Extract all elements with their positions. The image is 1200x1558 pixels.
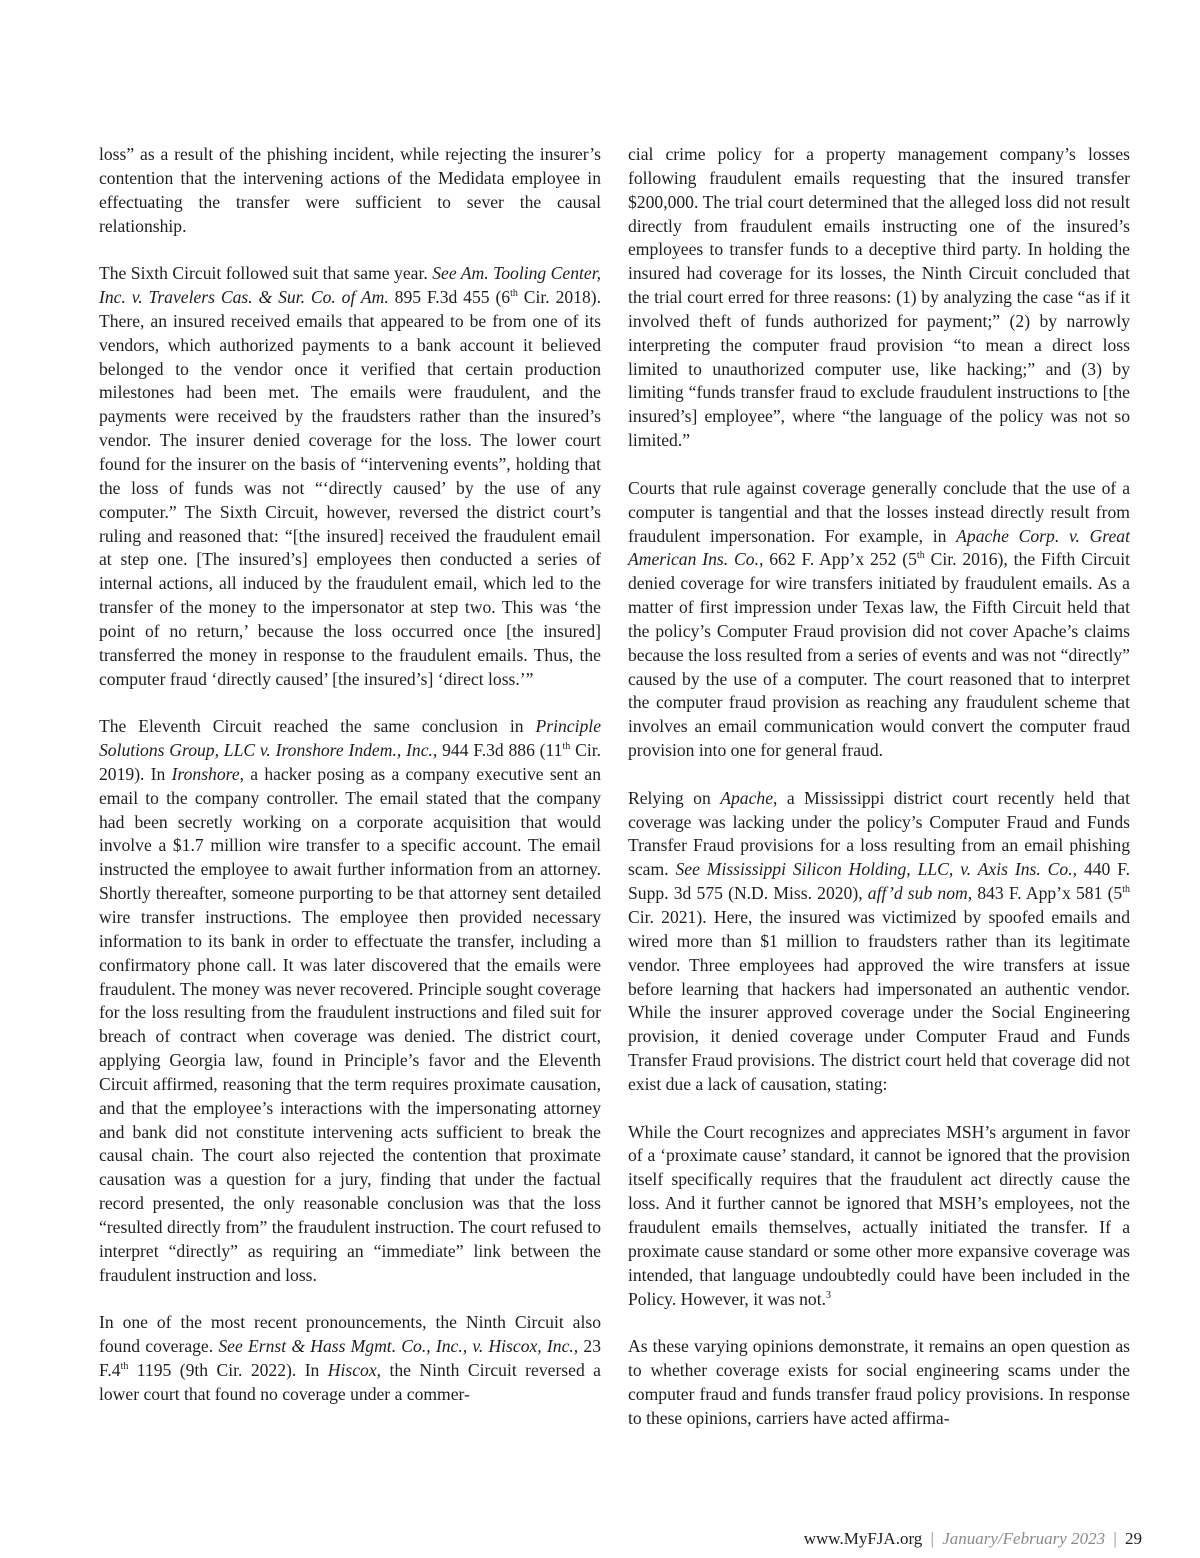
paragraph xyxy=(99,262,601,691)
paragraph-text: 944 F.3d 886 (11 xyxy=(442,740,563,761)
case-citation: See Mississippi Silicon Holding, LLC, v. Axis Ins. Co., xyxy=(675,859,1078,880)
paragraph-text: the Ninth Circuit reversed a lower court that found no coverage under a commer- xyxy=(99,1360,601,1404)
paragraph-text: The Eleventh Circuit reached the same conclusion in xyxy=(99,716,524,737)
page-footer xyxy=(804,1529,1142,1549)
block-quote xyxy=(628,1121,1130,1312)
paragraph xyxy=(628,1335,1130,1430)
ordinal-suffix: th xyxy=(510,288,518,300)
paragraph xyxy=(99,715,601,1287)
quote-text: While the Court recognizes and appreciates MSH’s argument in favor of a ‘proximate cause’ standard, it cannot be ignored that the provision itself specifically requires that the fraudulent act directly cause the loss. And it further cannot be ignored that MSH’s employees, not the fraudulent emails themselves, actually initiated the transfer. If a proximate cause standard or some other more expansive coverage was intended, that language undoubtedly could have been included in the Policy. However, it was not. xyxy=(628,1121,1130,1309)
paragraph xyxy=(99,1311,601,1406)
footer-separator: | xyxy=(1113,1529,1117,1548)
paragraph-text: 662 F. App’x 252 (5 xyxy=(769,549,917,570)
ordinal-suffix: th xyxy=(916,550,925,562)
ordinal-suffix: th xyxy=(562,741,571,753)
case-citation: See Ernst & Hass Mgmt. Co., Inc., v. Hiscox, Inc., xyxy=(218,1336,579,1357)
paragraph-text: Cir. 2018). There, an insured received emails that appeared to be from one of its vendors, which authorized payments to a bank account it believed belonged to the vendor once it verified that certain production milestones had been met. The emails were fraudulent, and the payments were received by the fraudsters rather than the insured’s vendor. The insurer denied coverage for the loss. The lower court found for the insurer on the basis of “intervening events”, holding that the loss of funds was not “‘directly caused’ by the use of any computer.” The Sixth Circuit, however, reversed the district court’s ruling and reasoned that: “[the insured] received the fraudulent email at step one. [The insured’s] employees then conducted a series of internal actions, all induced by the fraudulent email, which led to the transfer of the money to the impersonator at step two. This was ‘the point of no return,’ because the loss occurred once [the insured] transferred the money in response to the fraudulent emails. Thus, the computer fraud ‘directly caused’ [the insured’s] ‘direct loss.’” xyxy=(99,287,602,689)
paragraph-text: cial crime policy for a property management company’s losses following fraudulent emails requesting that the insured transfer $200,000. The trial court determined that the alleged loss did not result directly from fraudulent emails instructing one of the insured’s employees to transfer funds to a deceptive third party. In holding the insured had coverage for its losses, the Ninth Circuit concluded that the trial court erred for three reasons: (1) by analyzing the case “as if it involved theft of funds authorized for payment;” (2) by narrowly interpreting the computer fraud provision “to mean a direct loss limited to unauthorized computer use, like hacking;” and (3) by limiting “funds transfer fraud to exclude fraudulent instructions to [the insured’s] employee”, where “the language of the policy was not so limited.” xyxy=(628,144,1130,451)
footer-separator: | xyxy=(930,1529,934,1548)
footnote-marker: 3 xyxy=(826,1289,832,1301)
right-column xyxy=(628,143,1130,1431)
paragraph-text: 23 F.4 xyxy=(99,1336,601,1381)
paragraph-text: , a Mississippi district court recently held that coverage was lacking under the policy’s Computer Fraud and Funds Transfer Fraud provisions for a loss resulting from an email phishing scam. xyxy=(628,787,1131,880)
paragraph-text: Cir. 2019). In xyxy=(99,740,601,784)
case-name: Apache xyxy=(720,787,774,808)
paragraph-text: , a hacker posing as a company executive sent an email to the company controller. The email stated that the company had been secretly working on a corporate acquisition that would involve a $1.7 million wire transfer to a specific account. The email instructed the employee to await further information from an attorney. Shortly thereafter, someone purporting to be that attorney sent detailed wire transfer instructions. The employee then provided necessary information to its bank in order to effectuate the transfer, including a confirmatory phone call. It was later discovered that the emails were fraudulent. The money was never recovered. Principle sought coverage for the loss resulting from the fraudulent instructions and filed suit for breach of contract when coverage was denied. The district court, applying Georgia law, found in Principle’s favor and the Eleventh Circuit affirmed, reasoning that the term requires proximate causation, and that the employee’s interactions with the impersonating attorney and bank did not constitute intervening acts sufficient to break the causal chain. The court also rejected the contention that proximate causation was a question for a jury, finding that under the factual record presented, the only reasonable conclusion was that the loss “resulted directly from” the fraudulent instruction. The court refused to interpret “directly” as requiring an “immediate” link between the fraudulent instruction and loss. xyxy=(99,763,601,1285)
ordinal-suffix: th xyxy=(120,1361,129,1373)
paragraph xyxy=(628,143,1130,453)
paragraph-text: 1195 (9th Cir. 2022). In xyxy=(136,1360,320,1381)
case-citation: aff’d sub nom, xyxy=(867,883,973,904)
ordinal-suffix: th xyxy=(1122,884,1131,896)
website-link[interactable]: www.MyFJA.org xyxy=(803,1529,923,1548)
paragraph-text: Relying on xyxy=(628,787,711,808)
paragraph-text: 440 F. Supp. 3d 575 (N.D. Miss. 2020), xyxy=(628,859,1130,904)
paragraph xyxy=(628,787,1130,1097)
paragraph-text: In one of the most recent pronouncements, the Ninth Circuit also found coverage. xyxy=(99,1312,601,1357)
paragraph-text: 895 F.3d 455 (6 xyxy=(394,287,511,308)
case-name: Ironshore xyxy=(171,763,240,784)
paragraph xyxy=(628,477,1130,763)
paragraph-text: Cir. 2021). Here, the insured was victimized by spoofed emails and wired more than $1 million to fraudsters rather than its legitimate vendor. Three employees had approved the wire transfers at issue before learning that hackers had impersonated an authentic vendor. While the insurer approved coverage under the Social Engineering provision, it denied coverage under Computer Fraud and Funds Transfer Fraud provisions. The district court held that coverage did not exist due a lack of causation, stating: xyxy=(628,907,1130,1094)
case-name: Hiscox, xyxy=(327,1360,382,1381)
paragraph-text: Cir. 2016), the Fifth Circuit denied coverage for wire transfers initiated by fraudulent emails. As a matter of first impression under Texas law, the Fifth Circuit held that the policy’s Computer Fraud provision did not cover Apache’s claims because the loss resulted from a series of events and was not “directly” caused by the use of a computer. The court reasoned that to interpret the computer fraud provision as reaching any fraudulent scheme that involves an email communication would convert the computer fraud provision into one for general fraud. xyxy=(628,549,1130,761)
left-column xyxy=(99,143,601,1407)
paragraph-text: As these varying opinions demonstrate, it remains an open question as to whether coverage exists for social engineering scams under the computer fraud and funds transfer fraud policy provisions. In response to these opinions, carriers have acted affirma- xyxy=(628,1336,1130,1428)
case-citation: Apache Corp. v. Great American Ins. Co., xyxy=(628,525,1130,570)
paragraph-text: 843 F. App’x 581 (5 xyxy=(977,883,1123,904)
paragraph-text: The Sixth Circuit followed suit that same year. xyxy=(99,263,428,284)
paragraph xyxy=(99,143,601,238)
page-number: 29 xyxy=(1125,1529,1142,1548)
issue-date: January/February 2023 xyxy=(942,1529,1106,1548)
paragraph-text: Courts that rule against coverage generally conclude that the use of a computer is tangential and that the losses instead directly result from fraudulent impersonation. For example, in xyxy=(628,477,1130,546)
case-citation: Principle Solutions Group, LLC v. Ironshore Indem., Inc., xyxy=(99,716,602,761)
case-citation: See Am. Tooling Center, Inc. v. Travelers Cas. & Sur. Co. of Am. xyxy=(99,263,602,308)
paragraph-text: loss” as a result of the phishing incident, while rejecting the insurer’s contention that the intervening actions of the Medidata employee in effectuating the transfer were sufficient to sever the causal relationship. xyxy=(99,144,601,236)
